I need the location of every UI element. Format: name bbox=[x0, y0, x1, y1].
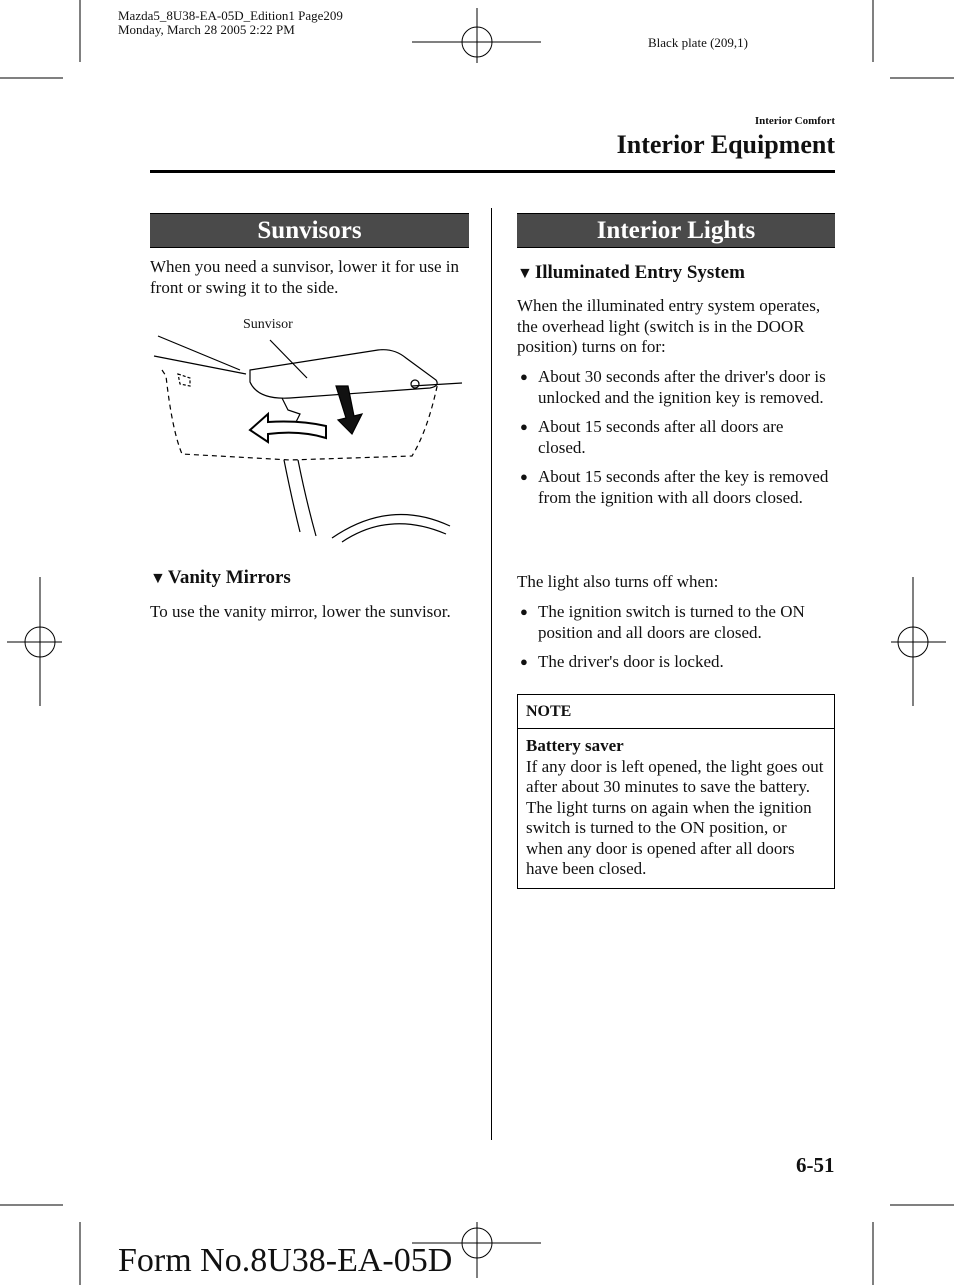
sunvisor-illustration bbox=[150, 330, 470, 545]
illuminated-entry-heading-text: Illuminated Entry System bbox=[534, 262, 745, 283]
production-line2: Monday, March 28 2005 2:22 PM bbox=[118, 22, 295, 37]
illuminated-entry-heading bbox=[517, 262, 745, 284]
form-number: Form No.8U38-EA-05D bbox=[118, 1242, 453, 1279]
page-title: Interior Equipment bbox=[616, 130, 835, 159]
vanity-mirrors-text: To use the vanity mirror, lower the sunvisor. bbox=[150, 602, 451, 621]
figure-label-sunvisor: Sunvisor bbox=[243, 317, 293, 332]
list-item: ● The driver's door is locked. bbox=[520, 652, 724, 671]
note-box bbox=[517, 694, 835, 889]
note-line-1: If any door is left opened, the light goes out after about 30 minutes to save the battery. bbox=[526, 756, 824, 796]
illuminated-entry-intro: When the illuminated entry system operates, the overhead light (switch is in the DOOR position) turns on for: bbox=[517, 296, 821, 356]
bullet-icon: ● bbox=[520, 419, 528, 434]
note-body bbox=[518, 729, 834, 888]
page-number: 6-51 bbox=[796, 1153, 835, 1177]
bullet-icon: ● bbox=[520, 654, 528, 669]
sunvisors-banner: Sunvisors bbox=[150, 213, 469, 248]
list-item: ● About 30 seconds after the driver's door is unlocked and the ignition key is removed. bbox=[520, 367, 826, 407]
list-item: ● The ignition switch is turned to the ON position and all doors are closed. bbox=[520, 602, 805, 642]
section-category: Interior Comfort bbox=[754, 115, 835, 127]
triangle-icon: ▼ bbox=[517, 265, 533, 282]
column-divider bbox=[491, 208, 492, 1140]
bullet-icon: ● bbox=[520, 604, 528, 619]
sunvisors-intro: When you need a sunvisor, lower it for use in front or swing it to the side. bbox=[150, 257, 460, 297]
triangle-icon: ▼ bbox=[150, 570, 166, 587]
list-item: ● About 15 seconds after the key is removed from the ignition with all doors closed. bbox=[520, 467, 829, 507]
turn-off-list bbox=[517, 602, 835, 682]
production-info bbox=[118, 9, 343, 37]
interior-lights-banner: Interior Lights bbox=[517, 213, 835, 248]
header-rule bbox=[150, 170, 835, 173]
turn-off-intro: The light also turns off when: bbox=[517, 572, 719, 591]
bullet-icon: ● bbox=[520, 369, 528, 384]
note-heading: NOTE bbox=[518, 695, 834, 729]
turn-on-list bbox=[517, 367, 835, 517]
vanity-mirrors-heading-text: Vanity Mirrors bbox=[167, 567, 291, 588]
vanity-mirrors-heading bbox=[150, 567, 291, 589]
production-line1: Mazda5_8U38-EA-05D_Edition1 Page209 bbox=[118, 8, 343, 23]
bullet-icon: ● bbox=[520, 469, 528, 484]
list-item: ● About 15 seconds after all doors are closed. bbox=[520, 417, 784, 457]
plate-info: Black plate (209,1) bbox=[648, 35, 748, 50]
note-title: Battery saver bbox=[526, 736, 624, 755]
note-line-2: The light turns on again when the ignition switch is turned to the ON position, or when any door is opened after all doors have been closed. bbox=[526, 797, 812, 878]
